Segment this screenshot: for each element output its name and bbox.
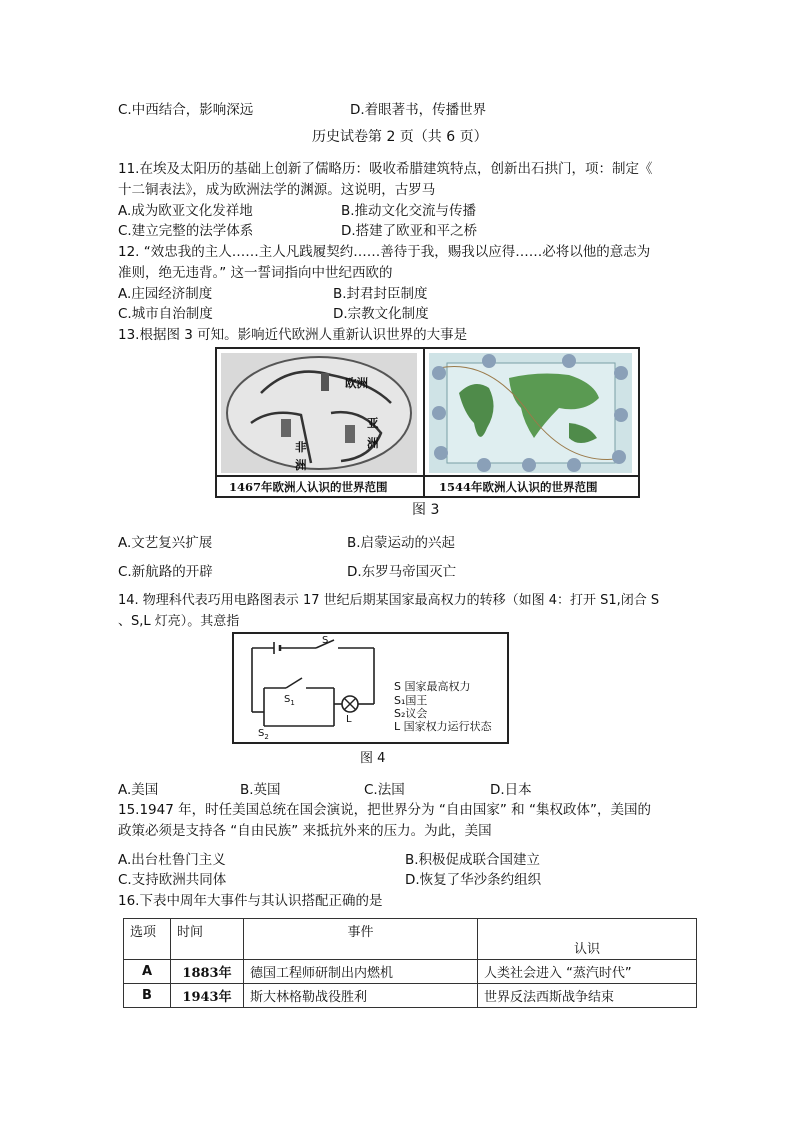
q15-stem-line2: 政策必须是支持各 “自由民族” 来抵抗外来的压力。为此，美国	[118, 823, 492, 839]
map-caption-divider	[217, 475, 638, 477]
q11-option-d: D.搭建了欧亚和平之桥	[341, 223, 478, 239]
q15-option-b: B.积极促成联合国建立	[405, 852, 541, 868]
row-a-event: 德国工程师研制出内燃机	[244, 960, 478, 984]
q11-option-a: A.成为欧亚文化发祥地	[118, 203, 253, 219]
map-1467-image	[221, 353, 417, 473]
figure-3-label: 图 3	[412, 502, 440, 518]
q12-option-b: B.封君封臣制度	[333, 286, 428, 302]
map-label-asia-2: 洲	[367, 436, 379, 450]
map-left-caption: 1467年欧洲人认识的世界范围	[229, 480, 388, 494]
row-b-view: 世界反法西斯战争结束	[478, 984, 697, 1008]
q13-option-a: A.文艺复兴扩展	[118, 535, 213, 551]
row-a-view: 人类社会进入 “蒸汽时代”	[478, 960, 697, 984]
q11-option-b: B.推动文化交流与传播	[341, 203, 477, 219]
row-a-time: 1883年	[171, 960, 244, 984]
q15-stem-line1: 15.1947 年，时任美国总统在国会演说，把世界分为 “自由国家” 和 “集权政体”，美国的	[118, 802, 651, 818]
q16-table	[123, 918, 697, 1008]
page-footer: 历史试卷第 2 页（共 6 页）	[312, 129, 488, 145]
q13-option-c: C.新航路的开辟	[118, 564, 213, 580]
table-row	[124, 984, 697, 1008]
table-row	[124, 960, 697, 984]
legend-l: L 国家权力运行状态	[394, 720, 492, 733]
legend-s: S 国家最高权力	[394, 680, 471, 693]
circuit-label-s2: $S_2$	[258, 728, 269, 741]
q13-option-d: D.东罗马帝国灭亡	[347, 564, 457, 580]
header-event: 事件	[244, 919, 478, 960]
q14-stem-line1: 14. 物理科代表巧用电路图表示 17 世纪后期某国家最高权力的转移（如图 4：打开 S1,闭合 S	[118, 593, 660, 608]
row-a-option: A	[124, 960, 171, 984]
circuit-label-s1: $S_1$	[284, 694, 295, 707]
legend-s1: S₁国王	[394, 694, 428, 707]
map-label-europe: 欧洲	[345, 376, 368, 390]
header-view: 认识	[478, 919, 697, 960]
q14-option-d: D.日本	[490, 782, 532, 798]
row-b-time: 1943年	[171, 984, 244, 1008]
q11-stem-line2: 十二铜表法》，成为欧洲法学的渊源。这说明，古罗马	[118, 182, 436, 198]
option-d-prev: D.着眼著书，传播世界	[350, 102, 487, 118]
q14-option-c: C.法国	[364, 782, 405, 798]
row-b-event: 斯大林格勒战役胜利	[244, 984, 478, 1008]
q13-stem: 13.根据图 3 可知。影响近代欧洲人重新认识世界的大事是	[118, 327, 468, 343]
q13-option-b: B.启蒙运动的兴起	[347, 535, 456, 551]
figure-3-maps	[215, 347, 640, 498]
q15-option-a: A.出台杜鲁门主义	[118, 852, 226, 868]
table-header-row	[124, 919, 697, 960]
q14-option-b: B.英国	[240, 782, 281, 798]
circuit-label-l: L	[346, 714, 352, 725]
option-c-prev: C.中西结合，影响深远	[118, 102, 254, 118]
q12-option-c: C.城市自治制度	[118, 306, 213, 322]
q14-option-a: A.美国	[118, 782, 159, 798]
q11-option-c: C.建立完整的法学体系	[118, 223, 254, 239]
q12-option-d: D.宗教文化制度	[333, 306, 429, 322]
map-label-africa-1: 非	[295, 440, 307, 454]
map-label-africa-2: 洲	[295, 458, 307, 472]
header-option: 选项	[124, 919, 171, 960]
q15-option-c: C.支持欧洲共同体	[118, 872, 227, 888]
q11-stem-line1: 11.在埃及太阳历的基础上创新了儒略历：吸收希腊建筑特点，创新出石拱门，项：制定《	[118, 161, 653, 177]
circuit-label-s: S	[322, 635, 329, 646]
q12-stem-line2: 准则，绝无违背。” 这一誓词指向中世纪西欧的	[118, 265, 393, 281]
q15-option-d: D.恢复了华沙条约组织	[405, 872, 542, 888]
figure-4-circuit	[232, 632, 509, 744]
q12-option-a: A.庄园经济制度	[118, 286, 213, 302]
row-b-option: B	[124, 984, 171, 1008]
map-divider	[423, 349, 425, 496]
figure-4-label: 图 4	[360, 751, 386, 766]
q14-stem-line2: 、S,L 灯亮）。其意指	[118, 614, 240, 629]
map-label-asia-1: 亚	[367, 416, 379, 430]
q12-stem-line1: 12. “效忠我的主人……主人凡践履契约……善待于我，赐我以应得……必将以他的意志为	[118, 244, 651, 260]
q16-stem: 16.下表中周年大事件与其认识搭配正确的是	[118, 893, 383, 909]
header-time: 时间	[171, 919, 244, 960]
legend-s2: S₂议会	[394, 707, 428, 720]
map-right-caption: 1544年欧洲人认识的世界范围	[439, 480, 598, 494]
map-1544-image	[429, 353, 632, 473]
